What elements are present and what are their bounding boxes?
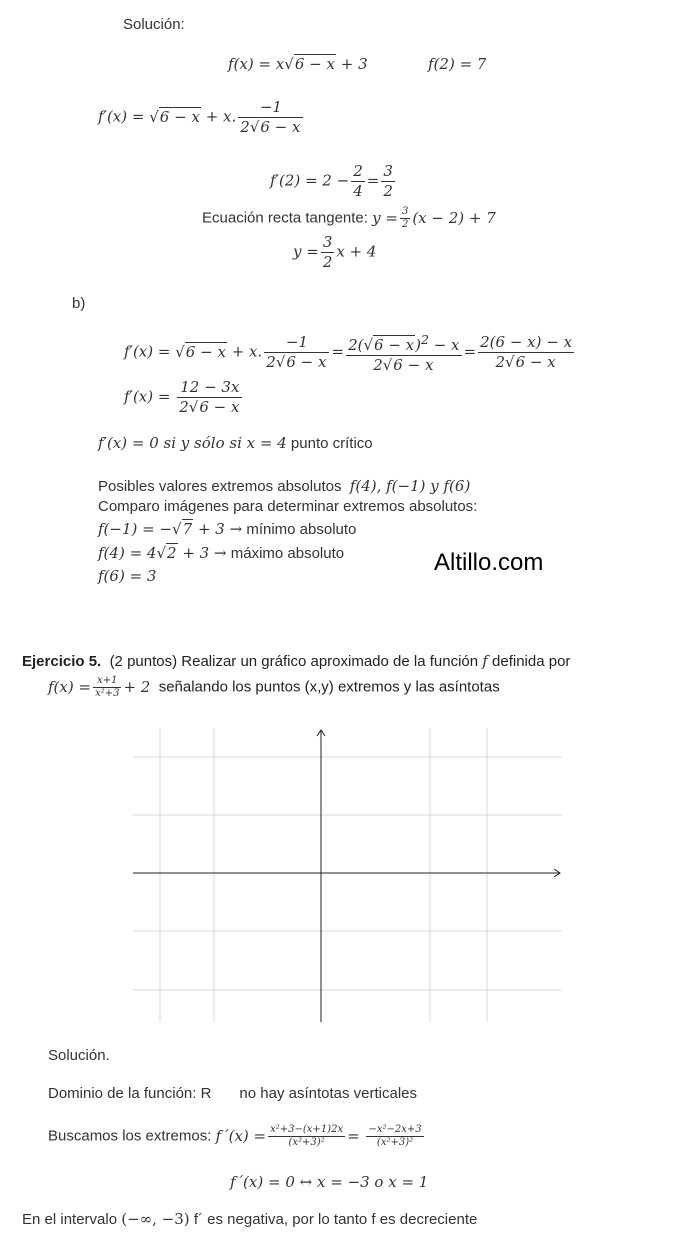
- extremes-line: [48, 1124, 426, 1149]
- denominator: 4: [353, 182, 363, 200]
- equals: =: [366, 171, 380, 190]
- critical-points: f´(x) = 0 ↔ x = −3 o x = 1: [230, 1173, 429, 1191]
- lhs: y =: [293, 242, 319, 261]
- f-symbol: f: [482, 652, 488, 670]
- lhs: f(−1) = −: [98, 520, 173, 538]
- tail: + 3 →: [182, 544, 227, 562]
- numerator: 3: [322, 233, 333, 251]
- f2-value: f(2) = 7: [428, 55, 487, 73]
- label: Ecuación recta tangente:: [202, 209, 368, 227]
- lhs: f′(x) =: [124, 342, 176, 361]
- text: Posibles valores extremos absolutos: [98, 478, 342, 495]
- radicand: 6 − x: [159, 107, 200, 126]
- interval: (−∞, −3): [121, 1210, 190, 1228]
- numerator: −1: [264, 333, 329, 353]
- equals: =: [347, 1126, 360, 1145]
- mid: + x.: [205, 107, 237, 126]
- numerator: −1: [238, 98, 303, 118]
- numerator: −x²−2x+3: [368, 1124, 422, 1135]
- statement: (2 puntos) Realizar un gráfico aproximado de la función: [109, 653, 479, 670]
- radicand: 6 − x: [294, 55, 335, 73]
- equals: =: [463, 342, 477, 361]
- two: 2: [179, 398, 189, 416]
- denominator: x²+3: [95, 688, 120, 699]
- denominator: (x²+3)²: [376, 1137, 414, 1148]
- compare-line: Comparo imágenes para determinar extremos absolutos:: [98, 498, 478, 515]
- math: [215, 1124, 426, 1148]
- two: 2: [495, 353, 505, 371]
- numerator: 2(6 − x) − x: [480, 333, 573, 351]
- denominator: 2: [401, 219, 409, 230]
- radicand: 6 − x: [260, 118, 301, 136]
- radicand: 7: [182, 520, 193, 538]
- numerator: 3: [383, 162, 393, 180]
- lhs: f′(x) =: [124, 387, 176, 406]
- n-c: − x: [428, 336, 460, 354]
- tail: + 2: [123, 677, 151, 696]
- numerator: 3: [401, 206, 409, 217]
- two: 2: [373, 356, 383, 374]
- statement3: señalando los puntos (x,y) extremos y las asíntotas: [158, 678, 500, 696]
- rhs: (x − 2) + 7: [412, 208, 496, 227]
- text: punto crítico: [290, 435, 373, 452]
- statement2: definida por: [492, 653, 571, 670]
- part-b-label: b): [72, 295, 86, 312]
- math: f(4), f(−1) y f(6): [349, 477, 471, 495]
- f6-line: f(6) = 3: [98, 567, 157, 585]
- text-b: f´ es negativa, por lo tanto f es decreciente: [193, 1211, 478, 1228]
- label: Buscamos los extremos:: [48, 1127, 212, 1145]
- numerator: 2: [353, 162, 363, 180]
- two: 2: [240, 118, 250, 136]
- lhs: f(4) = 4: [98, 544, 157, 562]
- lhs: f´(x) =: [215, 1126, 267, 1145]
- asymptotes: no hay asíntotas verticales: [239, 1085, 418, 1102]
- exponent: 2: [421, 332, 429, 347]
- math: f′(x) = 0 si y sólo si x = 4: [98, 434, 287, 452]
- rhs: x + 4: [336, 242, 377, 261]
- lhs: y =: [372, 208, 398, 227]
- n-b: ): [415, 336, 421, 354]
- numerator: x²+3−(x+1)2x: [270, 1124, 344, 1135]
- lhs: f′(2) = 2 −: [270, 171, 350, 190]
- n-a: 2(: [348, 336, 364, 354]
- fx-text: f(x) = x: [228, 55, 285, 73]
- denominator: 2: [383, 182, 393, 200]
- lhs: f(x) =: [48, 677, 92, 696]
- lhs: f′(x) =: [98, 107, 150, 126]
- radicand: 2: [167, 544, 177, 562]
- two: 2: [266, 353, 276, 371]
- exercise-title: Ejercicio 5.: [22, 653, 102, 670]
- watermark: Altillo.com: [434, 549, 544, 576]
- tail: + 3 →: [197, 520, 243, 538]
- solution-5-heading: Solución.: [48, 1047, 110, 1064]
- plus-three: + 3: [340, 55, 368, 73]
- interval-line: [22, 1210, 477, 1228]
- text: máximo absoluto: [230, 545, 345, 562]
- denominator: 2: [322, 253, 333, 271]
- radicand: 6 − x: [374, 336, 415, 354]
- numerator: x+1: [93, 675, 121, 688]
- equals: =: [331, 342, 345, 361]
- solution-heading: Solución:: [123, 16, 185, 33]
- radicand: 6 − x: [185, 342, 226, 361]
- text-a: En el intervalo: [22, 1211, 118, 1228]
- mid: + x.: [231, 342, 263, 361]
- radicand: 6 − x: [199, 398, 240, 416]
- numerator: 12 − 3x: [177, 378, 242, 398]
- domain-line: [48, 1085, 417, 1102]
- text: mínimo absoluto: [246, 521, 357, 538]
- domain: Dominio de la función: R: [48, 1085, 212, 1102]
- radicand: 6 − x: [286, 353, 327, 371]
- radicand: 6 − x: [515, 353, 556, 371]
- radicand: 6 − x: [393, 356, 434, 374]
- denominator: (x²+3)²: [288, 1137, 325, 1148]
